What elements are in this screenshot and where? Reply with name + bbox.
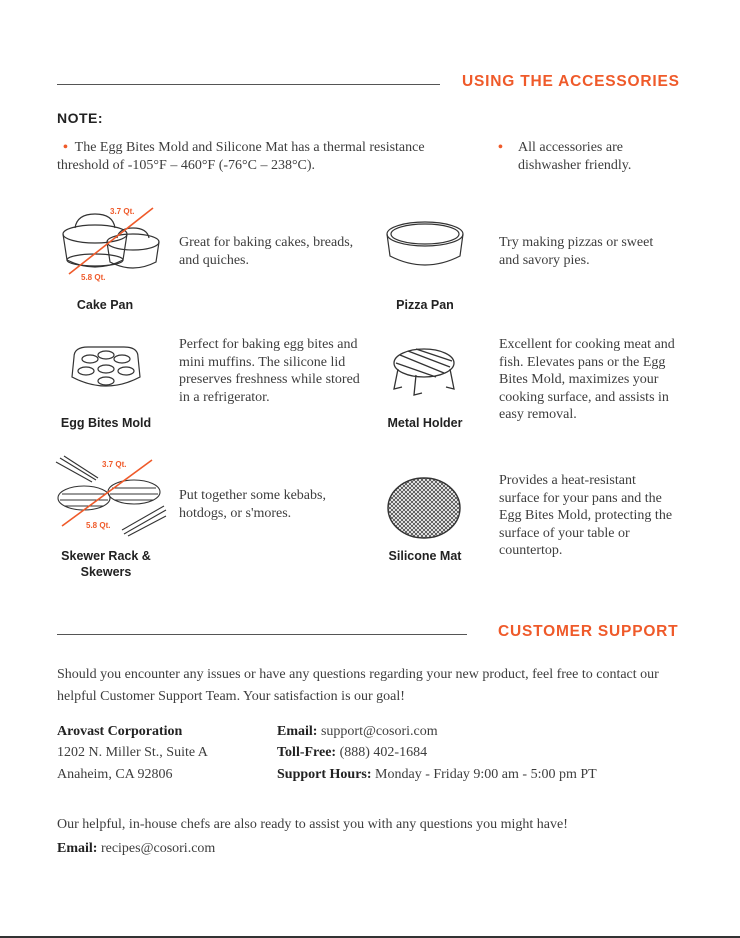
caption-metal-holder: Metal Holder [387,416,463,430]
skewer-rack-icon [52,452,170,538]
company-name: Arovast Corporation [57,724,183,739]
note-right-text: All accessories are dishwasher friendly. [518,140,632,173]
caption-silicone-mat: Silicone Mat [388,549,462,563]
cake-pan-size-large: 5.8 Qt. [81,273,106,282]
cake-pan-size-small: 3.7 Qt. [110,207,135,216]
support-heading: CUSTOMER SUPPORT [498,623,679,640]
section-rule-support [57,634,467,635]
desc-skewer-rack: Put together some kebabs, hotdogs, or s'mores. [179,488,326,521]
skewer-size-small: 3.7 Qt. [102,460,127,469]
caption-egg-bites-mold: Egg Bites Mold [60,416,152,430]
address-line1: 1202 N. Miller St., Suite A [57,745,208,760]
section-rule-accessories [57,84,440,85]
chefs-email-link[interactable]: recipes@cosori.com [100,841,216,856]
chefs-email-label: Email: [57,841,98,856]
pizza-pan-icon [384,218,466,274]
caption-skewer-rack: Skewer Rack & Skewers [61,549,151,579]
email-link[interactable]: support@cosori.com [320,724,438,739]
support-intro: Should you encounter any issues or have any questions regarding your new product, feel free to contact our helpful Customer Support Team. Your satisfaction is our goal! [57,667,659,704]
bullet-icon: • [498,140,503,155]
note-right [498,139,678,174]
silicone-mat-icon [386,476,462,540]
caption-cake-pan: Cake Pan [76,298,134,312]
address-line2: Anaheim, CA 92806 [57,767,173,782]
metal-holder-icon [386,341,462,399]
desc-pizza-pan: Try making pizzas or sweet and savory pies. [499,235,654,268]
egg-bites-mold-icon [64,343,148,395]
hours-value: Monday - Friday 9:00 am - 5:00 pm PT [375,767,597,782]
desc-metal-holder: Excellent for cooking meat and fish. Elevates pans or the Egg Bites Mold, maximizes your cooking surface, and assists in easy removal. [499,337,675,423]
cake-pan-icon [55,204,167,286]
note-title: NOTE: [57,110,104,126]
support-email-row [277,721,438,743]
bullet-icon: • [63,140,68,155]
note-left [57,139,437,174]
note-left-text: The Egg Bites Mold and Silicone Mat has a thermal resistance threshold of -105°F – 460°F (-76°C – 238°C). [57,140,425,173]
support-hours-row [277,764,597,786]
skewer-size-large: 5.8 Qt. [86,521,111,530]
email-label: Email: [277,724,318,739]
support-tollfree-row [277,742,427,764]
hours-label: Support Hours: [277,767,372,782]
desc-egg-bites-mold: Perfect for baking egg bites and mini muffins. The silicone lid preserves freshness while stored in a refrigerator. [179,337,360,405]
desc-cake-pan: Great for baking cakes, breads, and quiches. [179,235,354,268]
chefs-text: Our helpful, in-house chefs are also ready to assist you with any questions you might have! [57,817,568,832]
accessories-heading: USING THE ACCESSORIES [462,73,680,90]
caption-pizza-pan: Pizza Pan [396,298,454,312]
desc-silicone-mat: Provides a heat-resistant surface for your pans and the Egg Bites Mold, protecting the surface of your table or countertop. [499,473,673,559]
tollfree-label: Toll-Free: [277,745,337,760]
chefs-email-row [57,838,215,860]
tollfree-number[interactable]: (888) 402-1684 [339,745,428,760]
